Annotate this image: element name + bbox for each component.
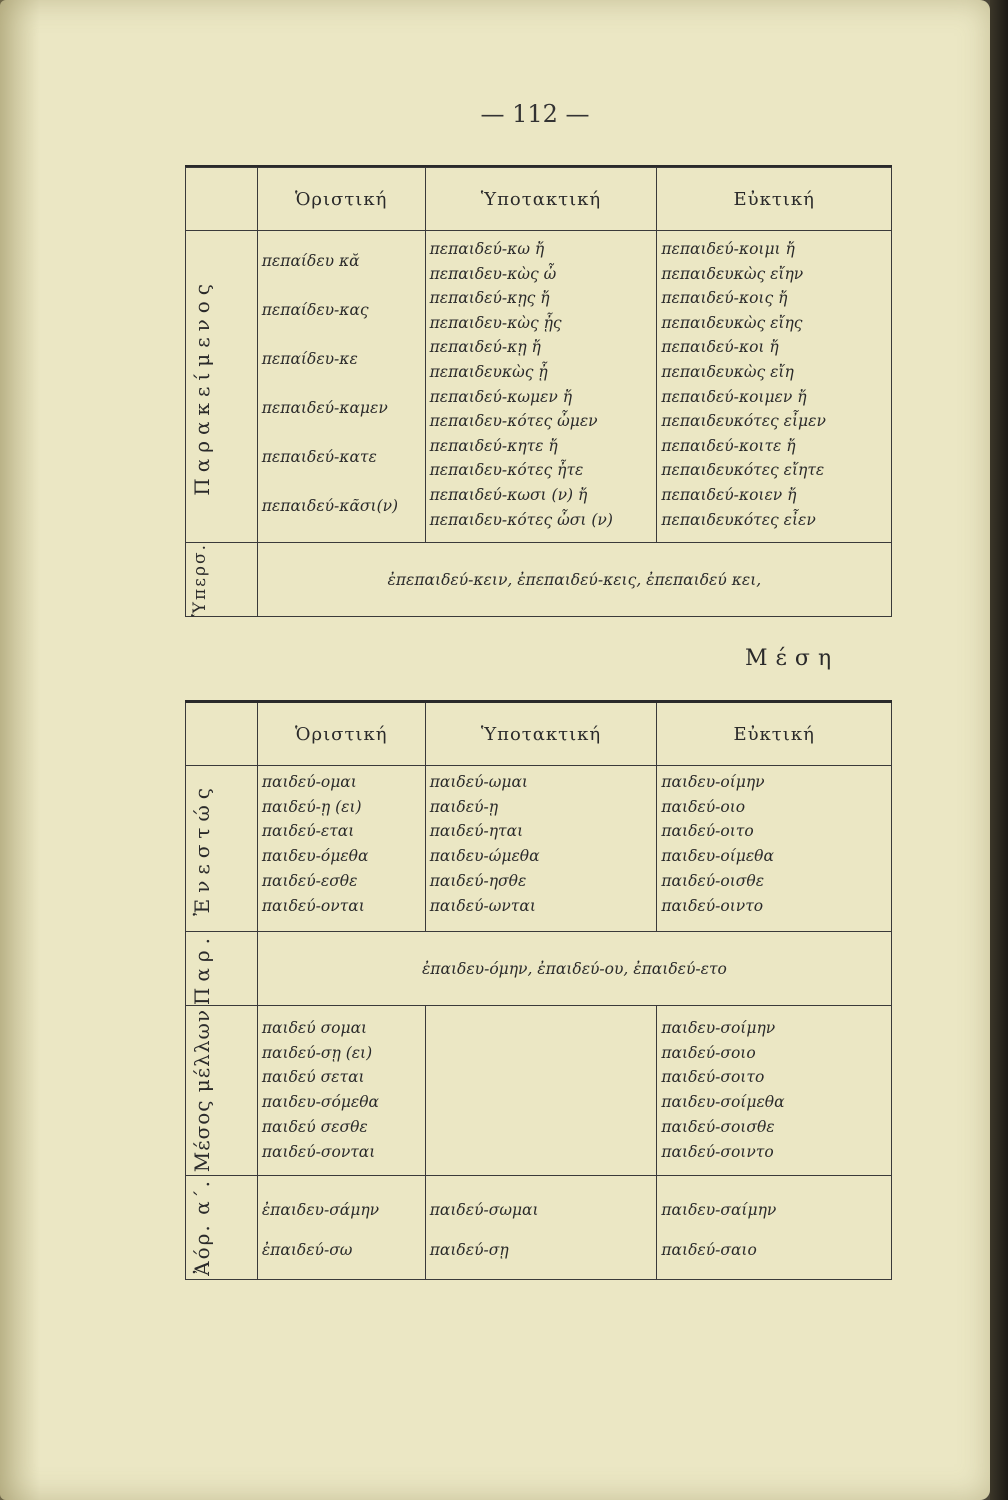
form: πεπαιδεύ-κῃ ἤ [429,338,541,357]
perfect-row [186,231,892,543]
perfect-table [185,167,892,617]
row-label-imperfect: Παρ. [186,932,258,1006]
aorist-row [186,1176,892,1280]
imperfect-forms: ἐπαιδευ-όμην, ἐπαιδεύ-ου, ἐπαιδεύ-ετο [257,932,891,1006]
form: πεπαιδευκὼς εἴην [661,264,804,283]
form: πεπαιδευκὼς εἴη [661,362,794,381]
form: πεπαιδεύ-κοιτε ἤ [661,436,796,455]
header-euktiki: Εὐκτική [657,702,892,766]
form: παιδεύ-ῃ (ει) [261,797,362,816]
form: πεπαιδευκότες εἶεν [661,510,816,529]
form: παιδευ-σόμεθα [261,1093,380,1112]
page-number: — 112 — [480,100,590,128]
form: πεπαίδευ κᾰ [261,252,360,270]
row-label-future: Μέσος μέλλων [186,1006,258,1176]
voice-title: Μέση [745,646,840,671]
present-oristiki-cell [257,766,425,932]
header-row [186,168,892,231]
present-euktiki-cell [657,766,892,932]
form: πεπαιδεύ-καμεν [261,399,388,417]
perfect-oristiki-cell [257,231,425,543]
form: παιδευ-οίμεθα [661,847,774,866]
present-ypotaktiki-cell [425,766,657,932]
form: παιδευ-σαίμην [661,1201,777,1220]
aorist-oristiki-cell [257,1176,425,1280]
present-row [186,766,892,932]
form: παιδεύ-σοιο [661,1043,756,1062]
form: παιδευ-σοίμεθα [661,1093,785,1112]
form: παιδεύ-σοισθε [661,1117,775,1136]
form: παιδεύ-σαιο [661,1241,757,1260]
form: πεπαίδευ-κε [261,350,358,368]
form: παιδεύ-ῃ [429,797,499,816]
form: παιδεύ-ωνται [429,896,536,915]
perfect-euktiki-cell [657,231,892,543]
form: παιδευ-όμεθα [261,847,369,866]
form: παιδεύ-οισθε [661,871,765,890]
future-oristiki-cell [257,1006,425,1176]
header-row [186,702,892,766]
form: πεπαιδευ-κότες ἦτε [429,461,584,480]
form: παιδεύ-σοιντο [661,1142,774,1161]
form: πεπαιδεύ-κω ἤ [429,240,545,258]
form: παιδεύ-ησθε [429,871,527,890]
future-euktiki-cell [657,1006,892,1176]
form: παιδεύ σομαι [261,1019,368,1038]
form: πεπαιδευ-κὼς ὦ [429,264,557,283]
form: παιδεύ-σονται [261,1142,376,1161]
form: παιδεύ-οιτο [661,822,754,841]
form: πεπαίδευ-κας [261,301,369,319]
corner-cell [186,168,258,231]
form: πεπαιδεύ-κωμεν ἤ [429,387,572,406]
book-spine-edge [990,0,1008,1500]
form: πεπαιδεύ-κοις ἤ [661,289,788,308]
pluperfect-row [186,543,892,617]
header-ypotaktiki: Ὑποτακτική [425,168,657,231]
form: πεπαιδεύ-κοι ἤ [661,338,779,357]
form: παιδευ-ώμεθα [429,847,540,866]
form: παιδεύ-εσθε [261,871,358,890]
form: παιδεύ-σῃ (ει) [261,1043,373,1062]
form: παιδεύ-ομαι [261,773,357,791]
form: πεπαιδευκὼς ᾖ [429,362,548,381]
form: πεπαιδευκὼς εἴης [661,313,803,332]
form: παιδεύ-εται [261,822,355,841]
form: πεπαιδεύ-κοιεν ἤ [661,485,797,504]
header-ypotaktiki: Ὑποτακτική [425,702,657,766]
row-label-present: Ἐνεστώς [186,766,258,932]
header-oristiki: Ὁριστική [257,168,425,231]
form: πεπαιδεύ-κῃς ἤ [429,289,550,308]
row-label-aorist: Ἀόρ. α΄. [186,1176,258,1280]
form: πεπαιδεύ-κοιμι ἤ [661,240,795,258]
form: παιδεύ σεσθε [261,1117,368,1136]
form: πεπαιδευ-κότες ὦμεν [429,412,598,431]
form: πεπαιδεύ-κωσι (ν) ἤ [429,485,588,504]
form: πεπαιδεύ-κητε ἤ [429,436,558,455]
form: παιδεύ-ονται [261,896,365,915]
form: παιδεύ σεται [261,1068,365,1087]
form: παιδεύ-οιο [661,797,746,816]
form: παιδευ-οίμην [661,773,765,791]
pluperfect-forms: ἐπεπαιδεύ-κειν, ἐπεπαιδεύ-κεις, ἐπεπαιδεύ κει, [257,543,891,617]
form: παιδευ-σοίμην [661,1019,776,1038]
form: παιδεύ-σοιτο [661,1068,765,1087]
aorist-euktiki-cell [657,1176,892,1280]
corner-cell [186,702,258,766]
form: πεπαιδευ-κότες ὦσι (ν) [429,510,613,529]
form: παιδεύ-σῃ [429,1241,509,1260]
form: παιδεύ-οιντο [661,896,764,915]
form: παιδεύ-ωμαι [429,773,529,791]
form: παιδεύ-ηται [429,822,524,841]
form: ἐπαιδευ-σάμην [261,1201,380,1220]
form: πεπαιδευ-κὼς ᾖς [429,313,562,332]
form: πεπαιδεύ-κατε [261,448,377,466]
form: ἐπαιδεύ-σω [261,1241,353,1260]
form: πεπαιδεύ-κοιμεν ἤ [661,387,807,406]
page-shadow [0,0,40,1500]
header-euktiki: Εὐκτική [657,168,892,231]
form: πεπαιδευκότες εἶμεν [661,412,826,431]
row-label-pluperfect: Ὑπερσ. [186,543,258,617]
aorist-ypotaktiki-cell [425,1176,657,1280]
perfect-ypotaktiki-cell [425,231,657,543]
header-oristiki: Ὁριστική [257,702,425,766]
future-ypotaktiki-cell-empty [425,1006,657,1176]
form: πεπαιδεύ-κᾶσι(ν) [261,497,399,515]
form: παιδεύ-σωμαι [429,1201,539,1220]
row-label-perfect: Παρακείμενος [186,231,258,543]
future-row [186,1006,892,1176]
form: πεπαιδευκότες εἴητε [661,461,825,480]
imperfect-row [186,932,892,1006]
middle-voice-table [185,700,892,1280]
